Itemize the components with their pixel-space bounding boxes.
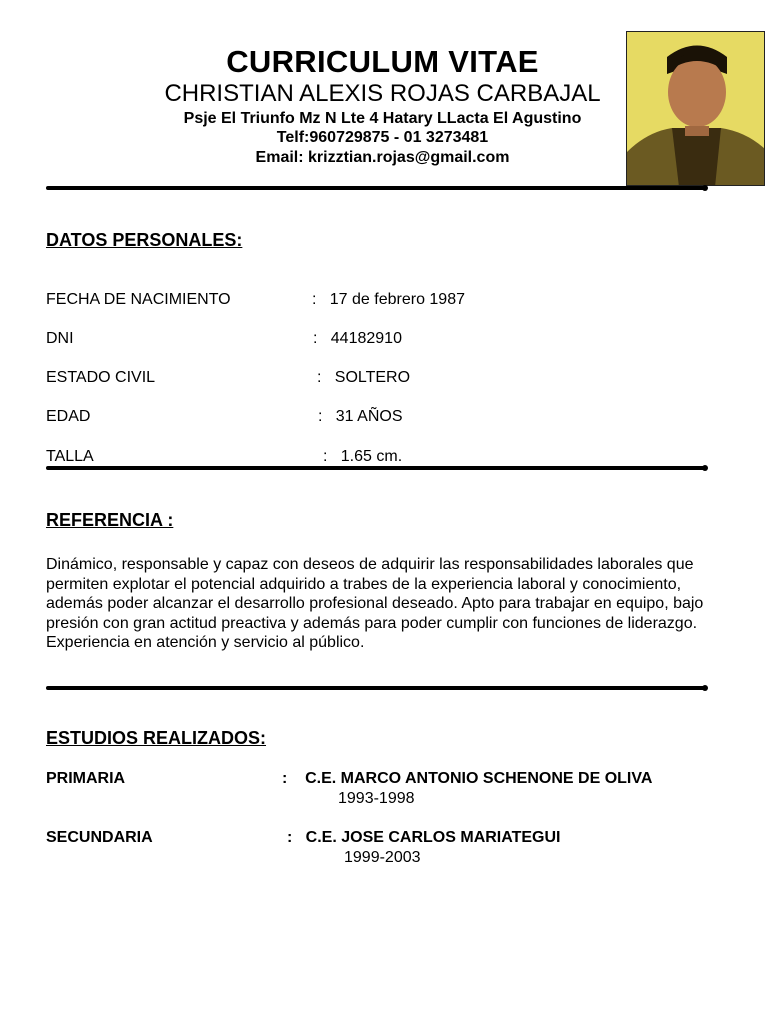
document-title: CURRICULUM VITAE xyxy=(226,44,539,79)
personal-divider xyxy=(46,466,706,470)
secondary-label: SECUNDARIA xyxy=(46,829,153,846)
height-value: : 1.65 cm. xyxy=(323,448,403,465)
profile-photo xyxy=(626,31,765,186)
age-value: : 31 AÑOS xyxy=(318,408,403,425)
birthdate-value: : 17 de febrero 1987 xyxy=(312,291,465,308)
dni-value: : 44182910 xyxy=(313,330,402,347)
primary-label: PRIMARIA xyxy=(46,770,126,787)
candidate-name: CHRISTIAN ALEXIS ROJAS CARBAJAL xyxy=(164,80,601,107)
person-photo-icon xyxy=(627,32,765,186)
primary-school: : C.E. MARCO ANTONIO SCHENONE DE OLIVA xyxy=(282,770,653,787)
birthdate-label: FECHA DE NACIMIENTO xyxy=(46,291,231,308)
age-label: EDAD xyxy=(46,408,91,425)
header-divider xyxy=(46,186,706,190)
secondary-school: : C.E. JOSE CARLOS MARIATEGUI xyxy=(287,829,561,846)
civil-status-value: : SOLTERO xyxy=(317,369,411,386)
dni-label: DNI xyxy=(46,330,74,347)
studies-heading: ESTUDIOS REALIZADOS: xyxy=(46,728,267,748)
height-label: TALLA xyxy=(46,448,94,465)
primary-years: 1993-1998 xyxy=(338,790,415,807)
reference-heading: REFERENCIA : xyxy=(46,510,174,530)
civil-status-label: ESTADO CIVIL xyxy=(46,369,156,386)
reference-text: Dinámico, responsable y capaz con deseos de adquirir las responsabilidades laborales que permiten explotar el potencial adquirido a trabes de la experiencia laboral y conocimiento, además poder alcanzar el desarrollo profesional deseado. Apto para trabajar en equipo, bajo presión con gran actitud preactiva y además para poder cumplir con funciones de liderazgo. Experiencia en atención y servicio al público. xyxy=(46,556,704,651)
phone-line: Telf:960729875 - 01 3273481 xyxy=(276,129,489,146)
email-line: Email: krizztian.rojas@gmail.com xyxy=(255,149,510,166)
personal-data-heading: DATOS PERSONALES: xyxy=(46,230,243,250)
secondary-years: 1999-2003 xyxy=(344,849,421,866)
reference-divider xyxy=(46,686,706,690)
address-line: Psje El Triunfo Mz N Lte 4 Hatary LLacta El Agustino xyxy=(183,110,582,127)
